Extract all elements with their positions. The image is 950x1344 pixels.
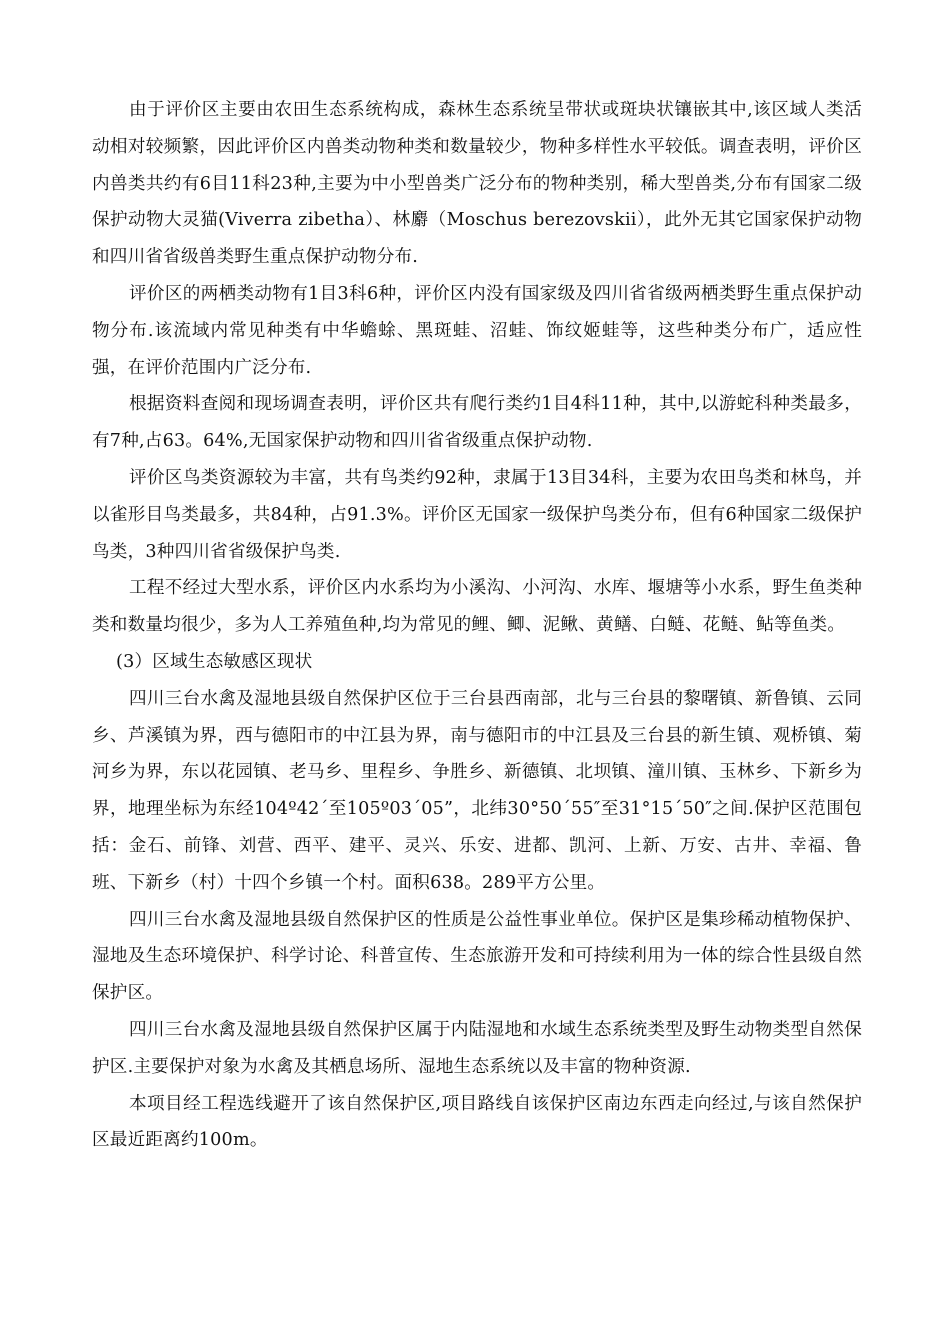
document-body xyxy=(92,92,862,1159)
paragraph-reptiles: 根据资料查阅和现场调查表明，评价区共有爬行类约1目4科11种，其中,以游蛇科种类最多，有7种,占63。64%,无国家保护动物和四川省省级重点保护动物. xyxy=(92,394,862,452)
paragraph-fish: 工程不经过大型水系，评价区内水系均为小溪沟、小河沟、水库、堰塘等小水系，野生鱼类种类和数量均很少，多为人工养殖鱼种,均为常见的鲤、鲫、泥鳅、黄鳝、白鲢、花鲢、鲇等鱼类。 xyxy=(92,578,862,636)
paragraph-project-route: 本项目经工程选线避开了该自然保护区,项目路线自该保护区南边东西走向经过,与该自然保护区最近距离约100m。 xyxy=(92,1093,862,1151)
paragraph-birds: 评价区鸟类资源较为丰富，共有鸟类约92种，隶属于13目34科，主要为农田鸟类和林鸟，并以雀形目鸟类最多，共84种，占91.3%。评价区无国家一级保护鸟类分布，但有6种国家二级保护鸟类，3种四川省省级保护鸟类. xyxy=(92,467,862,562)
paragraph-mammals: 由于评价区主要由农田生态系统构成，森林生态系统呈带状或斑块状镶嵌其中,该区域人类活动相对较频繁，因此评价区内兽类动物种类和数量较少，物种多样性水平较低。调查表明，评价区内兽类共约有6目11科23种,主要为中小型兽类广泛分布的物种类别，稀大型兽类,分布有国家二级保护动物大灵猫(Viverra zibetha）、林麝（Moschus berezovskii），此外无其它国家保护动物和四川省省级兽类野生重点保护动物分布. xyxy=(92,100,862,268)
section-heading: (3）区域生态敏感区现状 xyxy=(116,651,313,672)
paragraph-reserve-type: 四川三台水禽及湿地县级自然保护区属于内陆湿地和水域生态系统类型及野生动物类型自然保护区.主要保护对象为水禽及其栖息场所、湿地生态系统以及丰富的物种资源. xyxy=(92,1019,862,1077)
paragraph-reserve-location: 四川三台水禽及湿地县级自然保护区位于三台县西南部，北与三台县的黎曙镇、新鲁镇、云同乡、芦溪镇为界，西与德阳市的中江县为界，南与德阳市的中江县及三台县的新生镇、观桥镇、菊河乡为界，东以花园镇、老马乡、里程乡、争胜乡、新德镇、北坝镇、潼川镇、玉林乡、下新乡为界，地理坐标为东经104º42´至105º03´05”，北纬30°50´55″至31°15´50″之间.保护区范围包括：金石、前锋、刘营、西平、建平、灵兴、乐安、进都、凯河、上新、万安、古井、幸福、鲁班、下新乡（村）十四个乡镇一个村。面积638。289平方公里。 xyxy=(92,688,862,893)
paragraph-reserve-nature: 四川三台水禽及湿地县级自然保护区的性质是公益性事业单位。保护区是集珍稀动植物保护、湿地及生态环境保护、科学讨论、科普宣传、生态旅游开发和可持续利用为一体的综合性县级自然保护区。 xyxy=(92,909,862,1004)
paragraph-amphibians: 评价区的两栖类动物有1目3科6种，评价区内没有国家级及四川省省级两栖类野生重点保护动物分布.该流域内常见种类有中华蟾蜍、黑斑蛙、沼蛙、饰纹姬蛙等，这些种类分布广，适应性强，在评价范围内广泛分布. xyxy=(92,283,862,378)
